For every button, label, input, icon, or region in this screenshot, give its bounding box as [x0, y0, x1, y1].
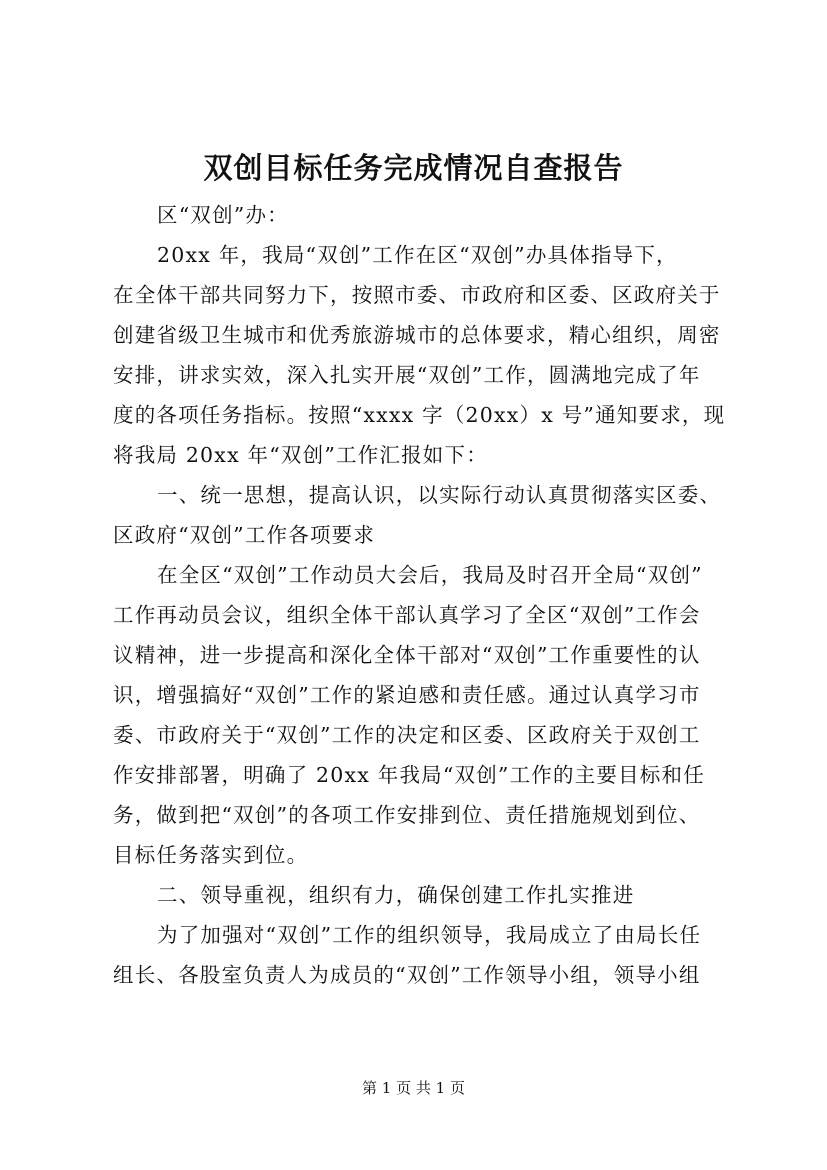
body-line: 在全区“双创”工作动员大会后，我局及时召开全局“双创”	[157, 563, 703, 587]
document-title: 双创目标任务完成情况自查报告	[203, 151, 624, 185]
body-line: 作安排部署，明确了 20xx 年我局“双创”工作的主要目标和任	[113, 763, 705, 787]
body-line: 委、市政府关于“双创”工作的决定和区委、区政府关于双创工	[113, 723, 701, 747]
body-line: 目标任务落实到位。	[113, 843, 309, 867]
page-footer: 第 1 页 共 1 页	[362, 1079, 465, 1097]
body-line: 务，做到把“双创”的各项工作安排到位、责任措施规划到位、	[113, 803, 701, 827]
body-line: 将我局 20xx 年“双创”工作汇报如下：	[113, 443, 488, 467]
body-line: 在全体干部共同努力下，按照市委、市政府和区委、区政府关于	[113, 283, 721, 307]
body-line: 度的各项任务指标。按照“xxxx 字（20xx）x 号”通知要求，现	[113, 403, 726, 427]
body-line: 工作再动员会议，组织全体干部认真学习了全区“双创”工作会	[113, 603, 701, 627]
body-line: 20xx 年，我局“双创”工作在区“双创”办具体指导下，	[157, 243, 678, 267]
body-line: 一、统一思想，提高认识，以实际行动认真贯彻落实区委、	[157, 483, 722, 507]
body-line: 二、领导重视，组织有力，确保创建工作扎实推进	[157, 883, 635, 907]
body-line: 创建省级卫生城市和优秀旅游城市的总体要求，精心组织，周密	[113, 323, 721, 347]
body-line: 区政府“双创”工作各项要求	[113, 523, 376, 547]
body-line: 组长、各股室负责人为成员的“双创”工作领导小组，领导小组	[113, 963, 701, 987]
body-line: 议精神，进一步提高和深化全体干部对“双创”工作重要性的认	[113, 643, 701, 667]
body-line: 为了加强对“双创”工作的组织领导，我局成立了由局长任	[157, 923, 702, 947]
body-line: 识，增强搞好“双创”工作的紧迫感和责任感。通过认真学习市	[113, 683, 701, 707]
body-line: 安排，讲求实效，深入扎实开展“双创”工作，圆满地完成了年	[113, 363, 701, 387]
body-line: 区“双创”办：	[157, 203, 289, 227]
document-body	[113, 195, 739, 995]
